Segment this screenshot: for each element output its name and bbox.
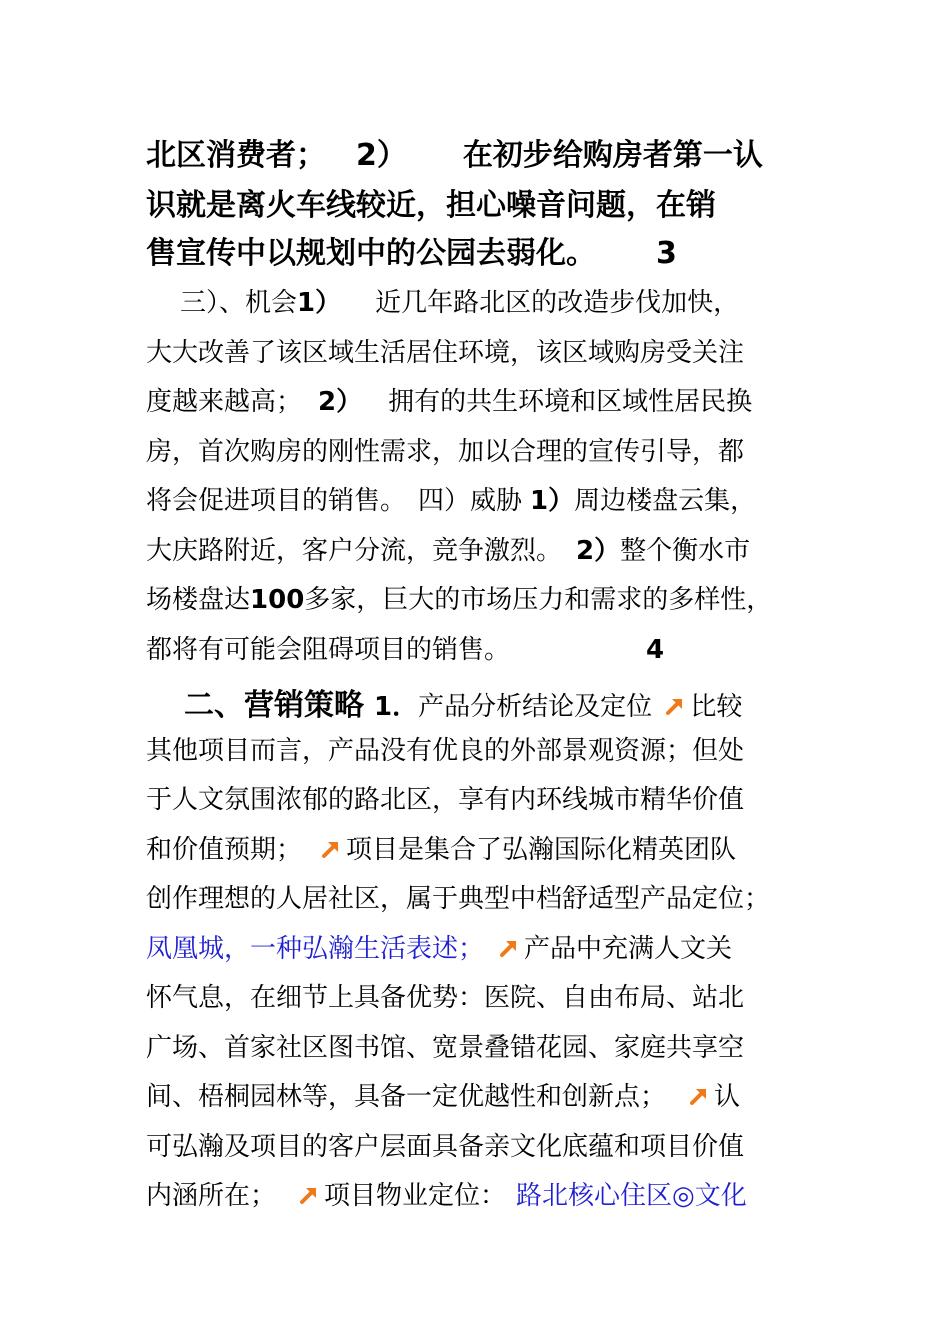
text: 2）: [318, 387, 363, 417]
p1-line-2: [146, 180, 716, 224]
text: 周边楼盘云集，: [574, 486, 757, 516]
text: 北区消费者；: [146, 138, 326, 173]
text: 项目是集合了弘瀚国际化精英团队: [346, 835, 737, 865]
text: 场楼盘达: [146, 585, 251, 615]
p3-line-10: [146, 1126, 744, 1163]
text: 可弘瀚及项目的客户层面具备亲文化底蕴和项目价值: [146, 1132, 745, 1162]
p3-line-11: [146, 1175, 747, 1212]
p3-line-3: [146, 779, 744, 816]
text: 近几年路北区的改造步伐加快，: [375, 288, 740, 318]
text: 在初步给购房者第一认: [462, 138, 763, 173]
section-heading: 二、营销策略: [184, 688, 364, 723]
highlight-text: 凤凰城，一种弘瀚生活表述；: [146, 934, 485, 964]
p3-line-6: [146, 928, 732, 965]
text: 于人文氛围浓郁的路北区，享有内环线城市精华价值: [146, 785, 745, 815]
p2-line-2: [146, 332, 744, 369]
text: 拥有的共生环境和区域性居民换: [388, 387, 753, 417]
text: 内涵所在；: [146, 1181, 277, 1211]
text: 1．: [374, 692, 419, 722]
text: 多家，巨大的市场压力和需求的多样性，: [304, 585, 773, 615]
text: 100: [250, 585, 305, 615]
p2-line-4: [146, 431, 744, 468]
text: 产品中充满人文关: [524, 934, 733, 964]
p3-line-8: [146, 1027, 744, 1064]
text: 创作理想的人居社区，属于典型中档舒适型产品定位；: [146, 884, 771, 914]
p3-line-4: [146, 829, 736, 866]
page-marker: 4: [646, 635, 665, 665]
arrow-up-right-icon: [498, 937, 520, 959]
p2-line-1: [180, 282, 739, 319]
arrow-up-right-icon: [320, 838, 342, 860]
text: 识就是离火车线较近，担心噪音问题，在销: [146, 188, 716, 223]
text: 项目物业定位：: [324, 1181, 507, 1211]
p2-line-8: [146, 629, 664, 666]
text: 度越来越高；: [146, 387, 303, 417]
text: 和价值预期；: [146, 835, 303, 865]
text: 间、梧桐园林等，具备一定优越性和创新点；: [146, 1082, 667, 1112]
arrow-up-right-icon: [664, 695, 686, 717]
p1-line-1: [146, 130, 763, 174]
arrow-up-right-icon: [688, 1085, 710, 1107]
p1-line-3: [146, 228, 677, 272]
text: 2）: [576, 536, 621, 566]
text: 比较: [690, 692, 743, 722]
text: 整个衡水市: [620, 536, 751, 566]
p3-line-2: [146, 730, 744, 767]
text: 广场、首家社区图书馆、宽景叠错花园、家庭共享空: [146, 1033, 745, 1063]
text: 都将有可能会阻碍项目的销售。: [146, 635, 511, 665]
text: 大庆路附近，客户分流，竞争激烈。: [146, 536, 563, 566]
text: 1）: [297, 288, 342, 318]
text: 怀气息，在细节上具备优势：医院、自由布局、站北: [146, 983, 745, 1013]
p2-line-6: [146, 530, 750, 567]
text: 大大改善了该区域生活居住环境，该区域购房受关注: [146, 338, 745, 368]
section-heading: 三）、机会: [180, 288, 298, 318]
page-marker: 3: [656, 236, 677, 271]
section-heading: 四）威胁: [418, 486, 523, 516]
p2-line-5: [146, 480, 756, 517]
text: 其他项目而言，产品没有优良的外部景观资源；但处: [146, 736, 745, 766]
text: 认: [714, 1082, 741, 1112]
text: 产品分析结论及定位: [418, 692, 653, 722]
p3-line-9: [146, 1076, 740, 1113]
p2-line-7: [146, 579, 772, 616]
text: 房，首次购房的刚性需求，加以合理的宣传引导，都: [146, 437, 745, 467]
p3-line-7: [146, 977, 744, 1014]
p2-line-3: [146, 381, 752, 418]
highlight-text: 路北核心住区◎文化: [516, 1181, 747, 1211]
text: 将会促进项目的销售。: [146, 486, 407, 516]
text: 2）: [356, 138, 407, 173]
p3-line-5: [146, 878, 770, 915]
p3-line-1: [184, 680, 742, 724]
arrow-up-right-icon: [298, 1184, 320, 1206]
text: 售宣传中以规划中的公园去弱化。: [146, 236, 596, 271]
text: 1）: [530, 486, 575, 516]
